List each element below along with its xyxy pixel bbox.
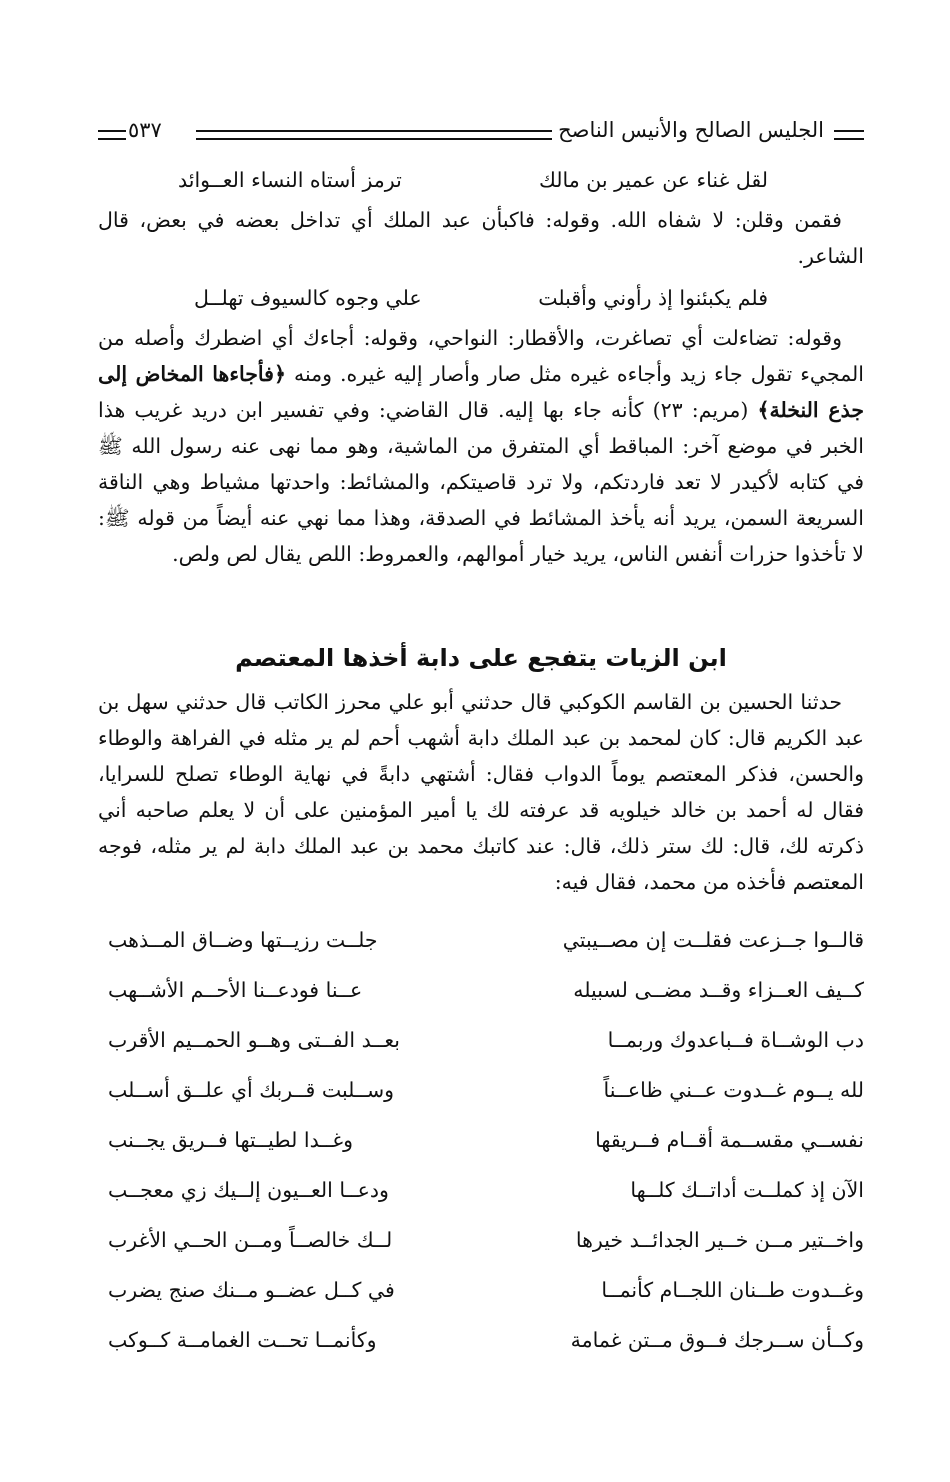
verse-line: [98, 168, 864, 204]
verse-second-hemistich: لــك خالصــاً ومــن الحــي الأغرب: [108, 1228, 393, 1252]
verse-second-hemistich: وســلبت قــربك أي علــق أســلب: [108, 1078, 395, 1102]
verse-first-hemistich: قالــوا جــزعت فقلــت إن مصــيبتي: [562, 928, 864, 952]
poem-verse: [98, 978, 864, 1014]
paragraph-text-part: (مريم: ٢٣) كأنه جاء بها إليه. قال القاضي: وفي تفسير ابن دريد غريب هذا الخبر في موضع آخر: المباقط أي المتفرق من الماشية، وهو مما نهى عنه رسول الله ﷺ في كتابه لأكيدر لا تعد فاردتكم، ولا ترد قاصيتكم، والمشائط: واحدتها مشياط وهي الناقة السريعة السمن، يريد أنه يأخذ المشائط في الصدقة، وهذا مما نهي عنه أيضاً من قوله ﷺ: لا تأخذوا حزرات أنفس الناس، يريد خيار أموالهم، والعمروط: اللص يقال لص ولص.: [98, 398, 864, 566]
verse-first-hemistich: لقل غناء عن عمير بن مالك: [539, 168, 768, 192]
poem-verse: [98, 1228, 864, 1264]
verse-second-hemistich: وكأنمــا تحــت الغمامــة كــوكب: [108, 1328, 377, 1352]
verse-first-hemistich: نفســي مقســمة أقــام فــريقها: [595, 1128, 864, 1152]
verse-second-hemistich: عــنا فودعــنا الأحــم الأشــهب: [108, 978, 363, 1002]
verse-first-hemistich: واخــتير مــن خــير الجدائــد خيرها: [575, 1228, 864, 1252]
paragraph-text: فقمن وقلن: لا شفاه الله. وقوله: فاكبأن عبد الملك أي تداخل بعضه في بعض، قال الشاعر.: [98, 208, 864, 268]
verse-first-hemistich: دب الوشــاة فــباعدوك وربمــا: [607, 1028, 864, 1052]
paragraph-text-part: وقوله: تضاءلت أي تصاغرت، والأقطار: النواحي، وقوله: أجاءك أي اضطرك وأصله من المجيء تقول جاء زيد وأجاءه غيره مثل صار وأصار إليه غيره. ومنه: [98, 326, 864, 386]
verse-second-hemistich: ترمز أستاه النساء العــوائد: [178, 168, 402, 192]
poem-verse: [98, 1028, 864, 1064]
verse-second-hemistich: ودعــا العــيون إلــيك زي معجــب: [108, 1178, 389, 1202]
header-ornament-left: [98, 130, 126, 140]
verse-second-hemistich: علي وجوه كالسيوف تهلــل: [194, 286, 422, 310]
poem-verse: [98, 928, 864, 964]
quran-quote: ﴿فأجاءها المخاض إلى جذع النخلة﴾: [98, 362, 865, 422]
paragraph: [98, 202, 864, 274]
poem-verse: [98, 1078, 864, 1114]
verse-second-hemistich: وغــدا لطيــتها فــريق يجــنب: [108, 1128, 353, 1152]
header-book-title: الجليس الصالح والأنيس الناصح: [558, 118, 824, 142]
poem-verse: [98, 1278, 864, 1314]
header-page-number: ٥٣٧: [128, 118, 162, 142]
paragraph: [98, 320, 864, 572]
verse-first-hemistich: وكــأن ســرجك فــوق مــتن غمامة: [570, 1328, 864, 1352]
poem-verse: [98, 1178, 864, 1214]
paragraph-text: [98, 320, 864, 572]
verse-first-hemistich: الآن إذ كملــت أداتــك كلــها: [630, 1178, 864, 1202]
verse-first-hemistich: وغــدوت طــنان اللجــام كأنمــا: [601, 1278, 864, 1302]
verse-second-hemistich: بعــد الفــتى وهــو الحمــيم الأقرب: [108, 1028, 401, 1052]
header-rule: [196, 130, 552, 140]
running-header: [98, 118, 864, 148]
verse-first-hemistich: لله يــوم غــدوت عــني ظاعــناً: [603, 1078, 864, 1102]
verse-first-hemistich: كــيف العــزاء وقــد مضــى لسبيله: [573, 978, 864, 1002]
paragraph-text: حدثنا الحسين بن القاسم الكوكبي قال حدثني أبو علي محرز الكاتب قال حدثني سهل بن عبد الكريم قال: كان لمحمد بن عبد الملك دابة أشهب أحم لم ير مثله في الفراهة والوطاء والحسن، فذكر المعتصم يوماً الدواب فقال: أشتهي دابةً في نهاية الوطاء تصلح للسرايا، فقال له أحمد بن خالد خيلويه قد عرفته لك يا أمير المؤمنين على أن لا يعلم صاحبه أني ذكرته لك، قال: لك ستر ذلك، قال: عند كاتبك محمد بن عبد الملك دابة لم ير مثله، فوجه المعتصم فأخذه من محمد، فقال فيه:: [98, 690, 864, 894]
paragraph: [98, 684, 864, 900]
header-ornament-right: [834, 130, 864, 140]
poem-verse: [98, 1128, 864, 1164]
verse-line: [98, 286, 864, 322]
verse-second-hemistich: في كــل عضــو مــنك صنج يضرب: [108, 1278, 395, 1302]
verse-second-hemistich: جلــت رزيــتها وضــاق المــذهب: [108, 928, 378, 952]
section-heading: ابن الزيات يتفجع على دابة أخذها المعتصم: [235, 644, 727, 672]
poem-verse: [98, 1328, 864, 1364]
verse-first-hemistich: فلم يكبئنوا إذ رأوني وأقبلت: [538, 286, 768, 310]
